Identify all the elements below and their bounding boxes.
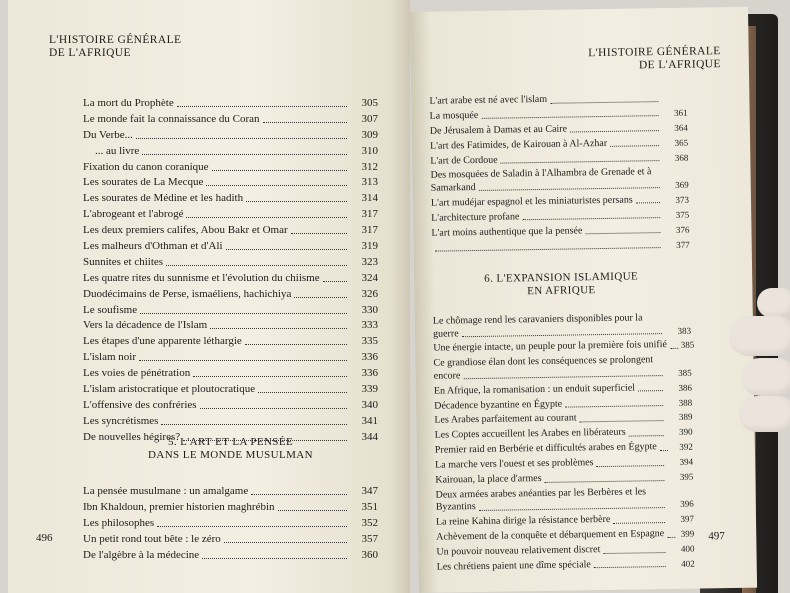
toc-entry: De l'algèbre à la médecine 360 bbox=[83, 548, 378, 561]
toc-entry: Duodécimains de Perse, ismaéliens, hachichiya 326 bbox=[83, 287, 378, 300]
toc-entry: Sunnites et chiites 323 bbox=[83, 255, 378, 268]
toc-entry: L'art de Cordoue 368 bbox=[430, 152, 689, 167]
section-title-line: 6. L'EXPANSION ISLAMIQUE bbox=[484, 270, 639, 285]
toc-entry: Fixation du canon coranique 312 bbox=[83, 160, 378, 173]
hand-fingers bbox=[727, 288, 790, 438]
toc-entry: Les philosophes 352 bbox=[83, 516, 378, 529]
toc-entry: L'art arabe est né avec l'islam bbox=[429, 92, 687, 109]
toc-entry: De Jérusalem à Damas et au Caire 364 bbox=[429, 122, 688, 137]
right-section bbox=[432, 270, 695, 577]
toc-entry: La reine Kahina dirige la résistance berbère 397 bbox=[435, 513, 695, 528]
toc-entry: Les malheurs d'Othman et d'Ali 319 bbox=[83, 240, 378, 253]
toc-entry: Les Coptes accueillent les Arabes en libérateurs 390 bbox=[434, 426, 693, 442]
toc-entry: L'offensive des confréries 340 bbox=[83, 398, 378, 411]
toc-entry: L'art mudéjar espagnol et les miniaturistes persans 373 bbox=[430, 194, 690, 209]
section-entries bbox=[433, 312, 695, 574]
toc-entry: En Afrique, la romanisation : un enduit superficiel 386 bbox=[433, 382, 693, 397]
running-head-line: L'HISTOIRE GÉNÉRALE bbox=[588, 45, 721, 60]
toc-entry: De nouvelles hégires? 344 bbox=[83, 430, 378, 443]
running-head-line: DE L'AFRIQUE bbox=[638, 58, 721, 72]
toc-entry: Vers la décadence de l'Islam 333 bbox=[83, 319, 378, 332]
toc-entry: Kairouan, la place d'armes 395 bbox=[435, 471, 694, 486]
toc-entry: Du Verbe... 309 bbox=[83, 128, 378, 141]
toc-entry: L'abrogeant et l'abrogé 317 bbox=[83, 208, 378, 221]
toc-entry: L'islam noir 336 bbox=[83, 351, 378, 364]
section-entries bbox=[83, 484, 378, 562]
toc-entry: La pensée musulmane : un amalgame 347 bbox=[83, 485, 378, 497]
toc-entry: Les sourates de La Mecque 313 bbox=[83, 176, 378, 189]
toc-entry: 377 bbox=[432, 238, 690, 255]
toc-entry: Les Arabes parfaitement au courant 389 bbox=[434, 412, 693, 427]
right-page bbox=[410, 7, 757, 593]
toc-entry: Une énergie intacte, un peuple pour la première fois unifié 385 bbox=[433, 339, 695, 355]
toc-entry: Les chrétiens paient une dîme spéciale 402 bbox=[436, 558, 695, 573]
section-title-line: 5. L'ART ET LA PENSÉE bbox=[167, 436, 294, 448]
toc-entry: La marche vers l'ouest et ses problèmes 394 bbox=[435, 456, 694, 471]
finger bbox=[729, 316, 790, 356]
right-toc-list bbox=[429, 92, 690, 257]
section-title bbox=[432, 270, 690, 300]
toc-entry: Un pouvoir nouveau relativement discret 400 bbox=[436, 543, 695, 558]
toc-entry: Deux armées arabes anéanties par les Berbères et les Byzantins 396 bbox=[435, 486, 694, 514]
toc-entry: Achèvement de la conquête et débarquement en Espagne 399 bbox=[436, 528, 695, 543]
section-title-line: EN AFRIQUE bbox=[527, 284, 596, 298]
toc-entry: Les sourates de Médine et les hadith 314 bbox=[83, 192, 378, 205]
section-title bbox=[83, 436, 378, 462]
left-section bbox=[83, 436, 378, 563]
right-running-head bbox=[588, 45, 721, 73]
toc-entry: Le monde fait la connaissance du Coran 307 bbox=[83, 112, 378, 125]
toc-entry: Les deux premiers califes, Abou Bakr et Omar 317 bbox=[83, 224, 378, 237]
toc-entry: Ibn Khaldoun, premier historien maghrébin 351 bbox=[83, 500, 378, 513]
toc-entry: Les voies de pénétration 336 bbox=[83, 367, 378, 380]
finger bbox=[739, 396, 790, 432]
left-page bbox=[8, 0, 410, 593]
toc-entry: Le soufisme 330 bbox=[83, 303, 378, 316]
toc-entry: L'art des Fatimides, de Kairouan à Al-Azhar 365 bbox=[430, 137, 689, 152]
toc-entry: ... au livre 310 bbox=[95, 144, 378, 157]
toc-entry: Les étapes d'une apparente léthargie 335 bbox=[83, 335, 378, 348]
toc-entry: Des mosquées de Saladin à l'Alhambra de Grenade et à Samarkand 369 bbox=[430, 166, 689, 194]
toc-entry: La mosquée 361 bbox=[429, 107, 688, 122]
toc-entry: Un petit rond tout bête : le zéro 357 bbox=[83, 532, 378, 545]
toc-entry: La mort du Prophète 305 bbox=[83, 97, 378, 109]
section-title-line: DANS LE MONDE MUSULMAN bbox=[148, 449, 313, 461]
page-number: 496 bbox=[36, 532, 53, 544]
running-head-line: L'HISTOIRE GÉNÉRALE bbox=[49, 34, 182, 46]
finger bbox=[757, 288, 790, 318]
toc-entry: Le chômage rend les caravaniers disponibles pour la guerre 383 bbox=[432, 312, 692, 340]
toc-entry: Les quatre rites du sunnisme et l'évolution du chiisme 324 bbox=[83, 271, 378, 284]
page-number: 497 bbox=[708, 530, 725, 543]
toc-entry: L'architecture profane 375 bbox=[431, 209, 690, 224]
toc-entry: Premier raid en Berbérie et difficultés arabes en Égypte 392 bbox=[434, 441, 693, 456]
running-head-line: DE L'AFRIQUE bbox=[49, 47, 131, 59]
toc-entry: L'islam aristocratique et ploutocratique 339 bbox=[83, 383, 378, 396]
left-toc-list bbox=[83, 96, 378, 446]
toc-entry: Décadence byzantine en Égypte 388 bbox=[434, 397, 693, 412]
finger bbox=[741, 358, 790, 396]
toc-entry: Les syncrétismes 341 bbox=[83, 414, 378, 427]
left-running-head bbox=[49, 34, 181, 60]
toc-entry: L'art moins authentique que la pensée 376 bbox=[431, 224, 690, 239]
toc-entry: Ce grandiose élan dont les conséquences se prolongent encore 385 bbox=[433, 354, 692, 382]
